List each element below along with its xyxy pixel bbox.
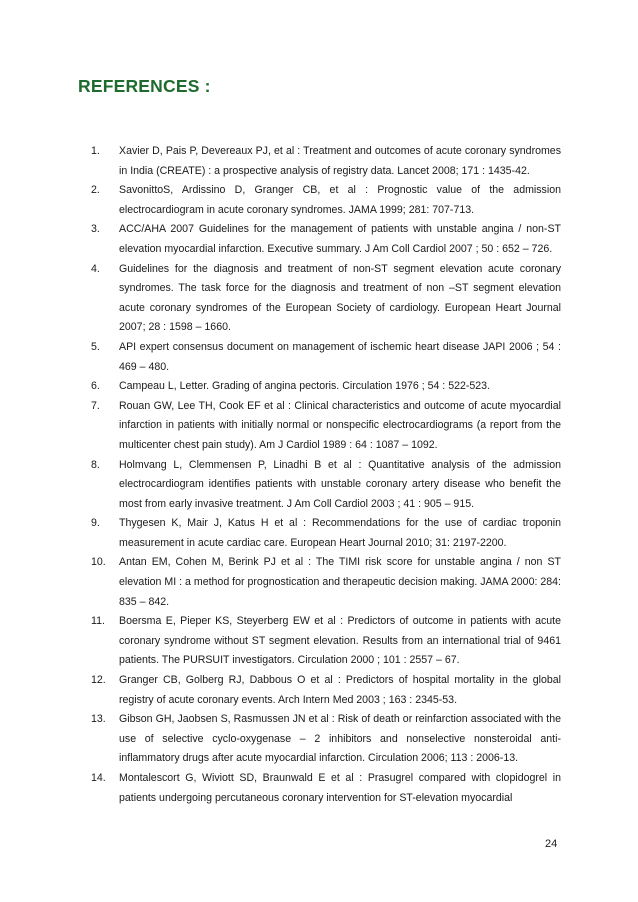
reference-list [91,142,561,808]
reference-text: Gibson GH, Jaobsen S, Rasmussen JN et al : Risk of death or reinfarction associated with the use of selective cyclo-oxygenase – 2 inhibitors and nonselective nonsteroidal anti-inflammatory drugs after acute myocardial infarction. Circulation 2006; 113 : 2006-13. [119,713,561,765]
reference-number: 12. [91,674,106,687]
reference-text: Campeau L, Letter. Grading of angina pectoris. Circulation 1976 ; 54 : 522-523. [119,380,491,393]
reference-text: Granger CB, Golberg RJ, Dabbous O et al : Predictors of hospital mortality in the global registry of acute coronary events. Arch Intern Med 2003 ; 163 : 2345-53. [119,674,561,706]
reference-item [91,456,561,515]
reference-number: 10. [91,556,106,569]
reference-number: 1. [91,145,100,157]
reference-text: SavonittoS, Ardissino D, Granger CB, et al : Prognostic value of the admission electrocardiogram in acute coronary syndromes. JAMA 1999; 281: 707-713. [119,184,561,216]
reference-number: 8. [91,458,100,471]
reference-number: 2. [91,184,100,197]
reference-text: Boersma E, Pieper KS, Steyerberg EW et al : Predictors of outcome in patients with acute coronary syndrome without ST segment elevation. Results from an international trial of 9461 patients. The PURSUIT investigators. Circulation 2000 ; 101 : 2557 – 67. [119,615,561,667]
reference-number: 13. [91,713,106,726]
reference-item [91,553,561,612]
reference-text: Rouan GW, Lee TH, Cook EF et al : Clinical characteristics and outcome of acute myocardial infarction in patients with initially normal or nonspecific electrocardiograms (a report from the multicenter chest pain study). Am J Cardiol 1989 : 64 : 1087 – 1092. [119,399,561,451]
reference-text: Xavier D, Pais P, Devereaux PJ, et al : Treatment and outcomes of acute coronary syndromes in India (CREATE) : a prospective analysis of registry data. Lancet 2008; 171 : 1435-42. [119,145,561,177]
reference-text: ACC/AHA 2007 Guidelines for the management of patients with unstable angina / non-ST elevation myocardial infarction. Executive summary. J Am Coll Cardiol 2007 ; 50 : 652 – 726. [119,223,561,255]
reference-number: 3. [91,223,100,236]
reference-number: 11. [91,615,105,628]
reference-number: 7. [91,399,100,412]
reference-item [91,671,561,710]
reference-text: Guidelines for the diagnosis and treatment of non-ST segment elevation acute coronary syndromes. The task force for the diagnosis and treatment of non –ST segment elevation acute coronary syndromes of the European Society of cardiology. European Heart Journal 2007; 28 : 1598 – 1660. [119,262,561,334]
reference-item [91,514,561,553]
reference-text: API expert consensus document on management of ischemic heart disease JAPI 2006 ; 54 : 469 – 480. [119,340,561,373]
references-heading: REFERENCES : [78,76,211,96]
reference-number: 14. [91,772,106,784]
reference-item [91,260,561,338]
reference-item [91,220,561,259]
reference-item [91,377,561,397]
reference-number: 9. [91,517,100,530]
reference-number: 6. [91,380,100,393]
page-number: 24 [545,838,558,850]
reference-item [91,710,561,769]
reference-text: Montalescort G, Wiviott SD, Braunwald E et al : Prasugrel compared with clopidogrel in patients undergoing percutaneous coronary intervention for ST-elevation myocardial [119,772,561,804]
reference-item [91,397,561,456]
reference-text: Antan EM, Cohen M, Berink PJ et al : The TIMI risk score for unstable angina / non ST elevation MI : a method for prognostication and therapeutic decision making. JAMA 2000: 284: 835 – 842. [119,556,561,608]
reference-item [91,612,561,671]
reference-item [91,181,561,220]
reference-item [91,338,561,377]
reference-item [91,769,561,808]
reference-item [91,142,561,181]
reference-number: 5. [91,340,100,353]
reference-number: 4. [91,262,100,275]
reference-text: Holmvang L, Clemmensen P, Linadhi B et al : Quantitative analysis of the admission electrocardiogram identifies patients with unstable coronary artery disease who benefit the most from early invasive treatment. J Am Coll Cardiol 2003 ; 41 : 905 – 915. [119,458,561,510]
reference-text: Thygesen K, Mair J, Katus H et al : Recommendations for the use of cardiac troponin measurement in acute cardiac care. European Heart Journal 2010; 31: 2197-2200. [119,517,561,549]
